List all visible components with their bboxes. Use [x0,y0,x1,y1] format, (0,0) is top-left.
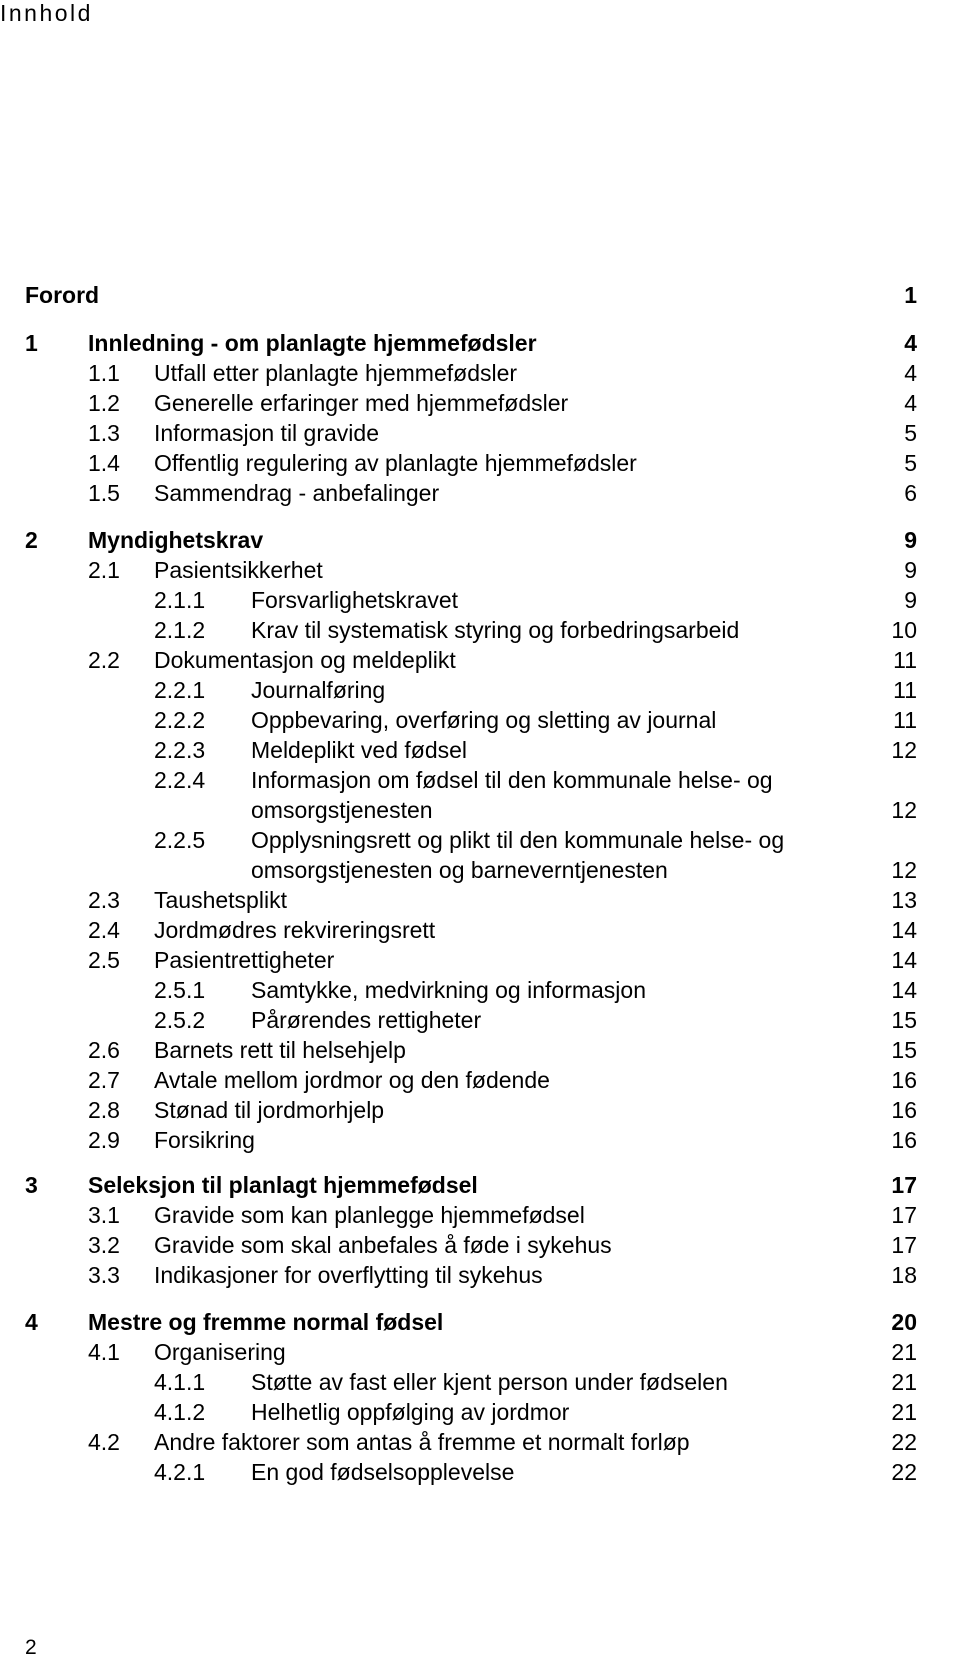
toc-entry-number: 1.4 [88,450,120,476]
toc-entry[interactable] [0,448,960,478]
toc-entry-number: 2.5.1 [154,977,206,1003]
document-heading: Innhold [0,0,93,26]
toc-entry[interactable] [0,915,960,945]
toc-entry-page: 9 [904,557,917,583]
toc-entry-number: 4.1.2 [154,1399,206,1425]
toc-entry-number: 2.5 [88,947,120,973]
toc-entry-title: Avtale mellom jordmor og den fødende [154,1067,550,1093]
toc-entry-number: 2.2.3 [154,737,206,763]
toc-entry-title: Oppbevaring, overføring og sletting av journal [251,707,717,733]
toc-entry-page: 16 [891,1127,917,1153]
toc-entry[interactable] [0,1200,960,1230]
toc-entry-number: 3 [25,1172,38,1198]
toc-entry-number: 2.1.1 [154,587,206,613]
toc-entry-page: 5 [904,420,917,446]
toc-entry[interactable] [0,585,960,615]
toc-entry[interactable] [0,328,960,358]
page-number: 2 [25,1636,37,1659]
toc-entry-title: En god fødselsopplevelse [251,1459,515,1485]
toc-entry-number: 2.9 [88,1127,120,1153]
toc-entry-title: Stønad til jordmorhjelp [154,1097,385,1123]
toc-entry-number: 2.4 [88,917,120,943]
toc-entry-title: Seleksjon til planlagt hjemmefødsel [88,1172,478,1198]
toc-entry[interactable] [0,555,960,585]
toc-entry[interactable] [0,418,960,448]
toc-entry-title: Informasjon om fødsel til den kommunale helse- og [251,767,773,793]
toc-entry[interactable] [0,1125,960,1155]
toc-entry-page: 11 [893,647,917,673]
toc-entry[interactable] [0,795,960,825]
toc-entry-page: 9 [904,587,917,613]
toc-entry-page: 16 [891,1097,917,1123]
toc-entry-title: Generelle erfaringer med hjemmefødsler [154,390,569,416]
toc-entry-number: 2.2 [88,647,120,673]
toc-entry-page: 14 [891,917,917,943]
toc-entry-number: 4.2 [88,1429,120,1455]
toc-entry-title: Meldeplikt ved fødsel [251,737,468,763]
toc-entry-title: Pasientrettigheter [154,947,335,973]
toc-entry[interactable] [0,525,960,555]
toc-entry-number: 4.1.1 [154,1369,206,1395]
toc-entry-title: Opplysningsrett og plikt til den kommunale helse- og [251,827,785,853]
toc-entry-title: Journalføring [251,677,386,703]
toc-entry-title: Støtte av fast eller kjent person under fødselen [251,1369,728,1395]
toc-entry-page: 16 [891,1067,917,1093]
toc-entry-title: Samtykke, medvirkning og informasjon [251,977,646,1003]
toc-entry-page: 6 [904,480,917,506]
toc-entry-title: Organisering [154,1339,286,1365]
toc-entry[interactable] [0,675,960,705]
toc-entry[interactable] [0,735,960,765]
toc-entry-page: 9 [904,527,917,553]
toc-entry[interactable] [0,1035,960,1065]
toc-entry-number: 1.3 [88,420,120,446]
toc-entry-title: Helhetlig oppfølging av jordmor [251,1399,570,1425]
toc-entry[interactable] [0,1307,960,1337]
toc-entry[interactable] [0,1260,960,1290]
toc-entry-page: 4 [904,390,917,416]
toc-entry-page: 22 [891,1429,917,1455]
toc-entry[interactable] [0,358,960,388]
toc-entry[interactable] [0,1230,960,1260]
toc-entry-number: 2.3 [88,887,120,913]
toc-entry-title: Barnets rett til helsehjelp [154,1037,406,1063]
toc-entry[interactable] [0,280,960,310]
toc-entry-page: 17 [891,1202,917,1228]
toc-entry-title: Andre faktorer som antas å fremme et normalt forløp [154,1429,690,1455]
toc-entry-page: 14 [891,977,917,1003]
toc-entry-title: Forord [25,282,100,308]
toc-entry-page: 5 [904,450,917,476]
toc-entry-number: 2 [25,527,38,553]
toc-entry[interactable] [0,1427,960,1457]
toc-entry-page: 10 [891,617,917,643]
toc-entry-number: 2.6 [88,1037,120,1063]
toc-entry-title: Sammendrag - anbefalinger [154,480,440,506]
toc-entry-title: Pasientsikkerhet [154,557,323,583]
toc-entry-number: 1.5 [88,480,120,506]
toc-entry-title: Dokumentasjon og meldeplikt [154,647,456,673]
toc-entry-number: 3.1 [88,1202,120,1228]
toc-entry-number: 2.7 [88,1067,120,1093]
toc-entry-number: 2.1 [88,557,120,583]
toc-entry-page: 1 [904,282,917,308]
toc-entry[interactable] [0,945,960,975]
toc-entry-page: 18 [891,1262,917,1288]
toc-entry[interactable] [0,1337,960,1367]
toc-entry-title: Jordmødres rekvireringsrett [154,917,436,943]
toc-entry-page: 21 [891,1399,917,1425]
toc-entry[interactable] [0,705,960,735]
toc-entry-page: 15 [891,1037,917,1063]
toc-entry[interactable] [0,1170,960,1200]
toc-entry-page: 15 [891,1007,917,1033]
toc-entry-page: 11 [893,677,917,703]
toc-entry-page: 12 [891,857,917,883]
toc-entry-page: 21 [891,1369,917,1395]
toc-entry-title: Gravide som kan planlegge hjemmefødsel [154,1202,585,1228]
toc-entry[interactable] [0,975,960,1005]
toc-entry-number: 2.8 [88,1097,120,1123]
toc-entry[interactable] [0,1457,960,1487]
toc-entry-number: 1.1 [88,360,120,386]
toc-entry-title: Gravide som skal anbefales å føde i sykehus [154,1232,612,1258]
toc-entry-number: 4 [25,1309,38,1335]
toc-entry-title: Pårørendes rettigheter [251,1007,482,1033]
toc-entry[interactable] [0,388,960,418]
toc-entry[interactable] [0,615,960,645]
toc-entry-title: Taushetsplikt [154,887,287,913]
toc-entry-number: 2.2.1 [154,677,206,703]
toc-entry-title: Mestre og fremme normal fødsel [88,1309,444,1335]
toc-entry[interactable] [0,765,960,795]
toc-entry-number: 2.1.2 [154,617,206,643]
toc-entry-number: 1 [25,330,38,356]
toc-entry-title: Forsikring [154,1127,255,1153]
toc-entry-page: 14 [891,947,917,973]
toc-entry-page: 21 [891,1339,917,1365]
toc-entry[interactable] [0,645,960,675]
toc-entry[interactable] [0,885,960,915]
toc-entry-number: 2.2.2 [154,707,206,733]
toc-entry[interactable] [0,1065,960,1095]
toc-entry-number: 2.2.5 [154,827,206,853]
toc-entry-number: 3.3 [88,1262,120,1288]
toc-entry-number: 1.2 [88,390,120,416]
toc-entry-page: 13 [891,887,917,913]
toc-entry-title: Innledning - om planlagte hjemmefødsler [88,330,537,356]
toc-entry-title: Offentlig regulering av planlagte hjemmefødsler [154,450,637,476]
toc-entry-page: 22 [891,1459,917,1485]
toc-entry-number: 4.1 [88,1339,120,1365]
toc-entry-page: 12 [891,797,917,823]
toc-entry[interactable] [0,478,960,508]
toc-entry-title: Forsvarlighetskravet [251,587,459,613]
toc-entry-page: 11 [893,707,917,733]
toc-entry[interactable] [0,1367,960,1397]
toc-entry[interactable] [0,825,960,855]
toc-entry-title: Indikasjoner for overflytting til sykehus [154,1262,543,1288]
toc-entry-title: Krav til systematisk styring og forbedringsarbeid [251,617,740,643]
toc-entry-page: 4 [904,330,917,356]
toc-entry-number: 3.2 [88,1232,120,1258]
toc-entry-title: omsorgstjenesten [251,797,433,823]
toc-entry-number: 2.5.2 [154,1007,206,1033]
toc-entry-title: Utfall etter planlagte hjemmefødsler [154,360,518,386]
toc-entry[interactable] [0,1005,960,1035]
toc-entry-page: 4 [904,360,917,386]
toc-entry[interactable] [0,1095,960,1125]
toc-entry[interactable] [0,1397,960,1427]
toc-entry[interactable] [0,855,960,885]
toc-entry-title: omsorgstjenesten og barneverntjenesten [251,857,668,883]
toc-entry-page: 17 [891,1232,917,1258]
toc-entry-title: Informasjon til gravide [154,420,379,446]
toc-entry-title: Myndighetskrav [88,527,264,553]
toc-entry-page: 17 [891,1172,917,1198]
toc-entry-number: 2.2.4 [154,767,206,793]
toc-entry-page: 12 [891,737,917,763]
toc-entry-page: 20 [891,1309,917,1335]
toc-entry-number: 4.2.1 [154,1459,206,1485]
